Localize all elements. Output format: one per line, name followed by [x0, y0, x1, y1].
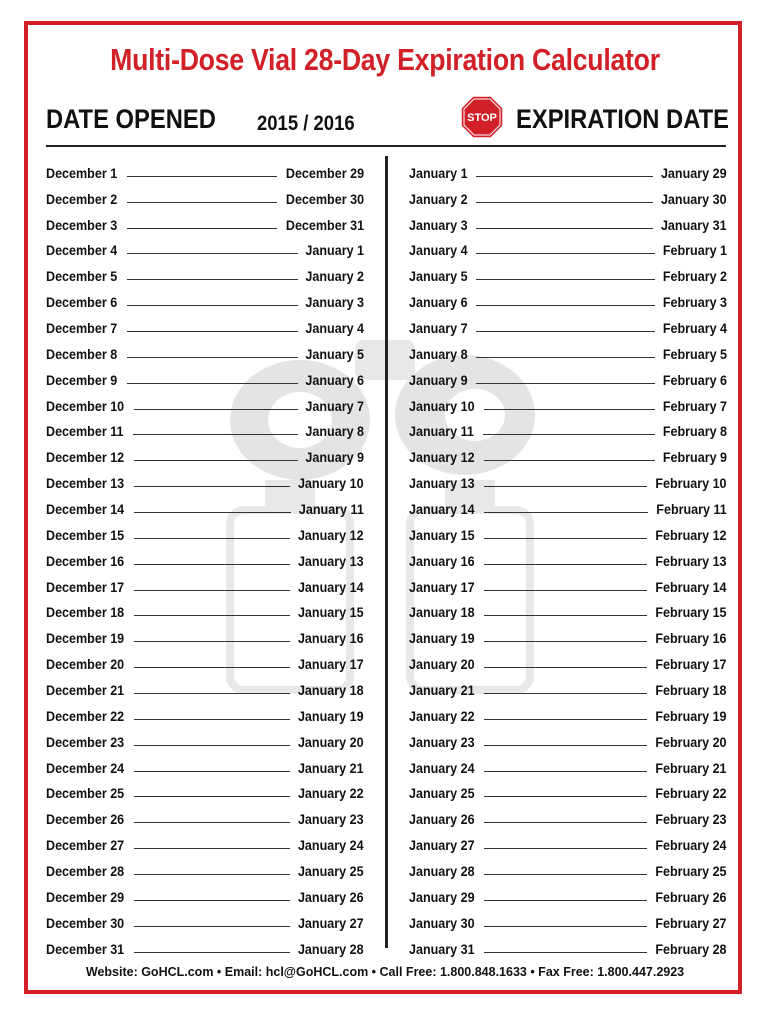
expiration-date-value: January 15	[298, 605, 364, 621]
leader-line	[134, 538, 290, 539]
date-opened-value: December 16	[46, 553, 125, 569]
leader-line	[127, 383, 298, 384]
date-opened-value: January 12	[409, 450, 475, 466]
leader-line	[127, 228, 277, 229]
left-date-row	[46, 879, 364, 905]
date-opened-value: December 9	[46, 372, 118, 388]
left-date-row	[46, 801, 364, 827]
expiration-date-value: February 3	[662, 295, 727, 311]
right-date-row	[409, 543, 727, 569]
leader-line	[484, 615, 648, 616]
date-opened-value: December 30	[46, 915, 125, 931]
left-date-row	[46, 233, 364, 259]
date-opened-value: December 12	[46, 450, 125, 466]
expiration-date-value: February 7	[662, 398, 727, 414]
leader-line	[127, 357, 298, 358]
left-date-row	[46, 517, 364, 543]
date-opened-value: January 13	[409, 476, 475, 492]
leader-line	[134, 719, 290, 720]
right-date-row	[409, 181, 727, 207]
expiration-date-value: January 27	[298, 915, 364, 931]
date-opened-value: December 24	[46, 760, 125, 776]
date-opened-value: January 1	[409, 165, 468, 181]
date-opened-value: January 26	[409, 812, 475, 828]
left-date-row	[46, 827, 364, 853]
leader-line	[484, 848, 648, 849]
date-opened-value: December 2	[46, 191, 118, 207]
expiration-date-value: February 27	[655, 915, 727, 931]
left-date-row	[46, 414, 364, 440]
date-opened-value: December 18	[46, 605, 125, 621]
left-date-row	[46, 310, 364, 336]
right-date-row	[409, 233, 727, 259]
right-date-row	[409, 905, 727, 931]
left-date-row	[46, 750, 364, 776]
date-opened-value: December 8	[46, 346, 118, 362]
date-opened-value: January 22	[409, 708, 475, 724]
date-opened-value: December 1	[46, 165, 118, 181]
right-date-row	[409, 517, 727, 543]
date-opened-value: December 6	[46, 295, 118, 311]
expiration-date-value: February 21	[655, 760, 727, 776]
leader-line	[134, 900, 290, 901]
expiration-date-value: February 24	[655, 838, 727, 854]
expiration-date-value: January 26	[298, 889, 364, 905]
left-date-row	[46, 569, 364, 595]
right-date-row	[409, 595, 727, 621]
column-divider	[385, 156, 388, 948]
expiration-date-value: January 30	[661, 191, 727, 207]
leader-line	[484, 460, 655, 461]
leader-line	[134, 874, 290, 875]
date-opened-heading: DATE OPENED	[46, 104, 216, 134]
leader-line	[134, 693, 290, 694]
expiration-date-heading: EXPIRATION DATE	[516, 104, 729, 134]
right-date-row	[409, 827, 727, 853]
left-date-row	[46, 646, 364, 672]
expiration-date-value: February 28	[655, 941, 727, 957]
leader-line	[127, 305, 298, 306]
right-date-row	[409, 853, 727, 879]
expiration-date-value: February 23	[655, 812, 727, 828]
leader-line	[134, 848, 290, 849]
leader-line	[127, 176, 277, 177]
left-date-row	[46, 362, 364, 388]
leader-line	[134, 796, 290, 797]
leader-line	[476, 253, 655, 254]
stop-sign-label: STOP	[467, 112, 497, 124]
right-date-row	[409, 258, 727, 284]
expiration-date-value: January 12	[298, 527, 364, 543]
date-opened-value: January 25	[409, 786, 475, 802]
leader-line	[134, 952, 290, 953]
date-opened-value: December 26	[46, 812, 125, 828]
expiration-date-value: February 5	[662, 346, 727, 362]
left-date-row	[46, 672, 364, 698]
leader-line	[134, 926, 290, 927]
expiration-date-value: December 31	[285, 217, 364, 233]
left-date-row	[46, 595, 364, 621]
date-opened-value: January 4	[409, 243, 468, 259]
expiration-date-value: February 12	[655, 527, 727, 543]
date-opened-value: December 22	[46, 708, 125, 724]
right-date-row	[409, 750, 727, 776]
leader-line	[484, 641, 648, 642]
date-opened-value: December 11	[46, 424, 124, 440]
date-opened-value: December 20	[46, 657, 125, 673]
left-date-row	[46, 698, 364, 724]
expiration-date-value: February 19	[655, 708, 727, 724]
left-date-row	[46, 284, 364, 310]
date-opened-value: January 16	[409, 553, 475, 569]
expiration-date-value: January 25	[298, 864, 364, 880]
date-opened-value: January 24	[409, 760, 475, 776]
expiration-date-value: January 5	[305, 346, 364, 362]
right-date-row	[409, 776, 727, 802]
date-opened-value: December 15	[46, 527, 125, 543]
expiration-date-value: January 11	[299, 502, 364, 518]
expiration-date-value: December 29	[285, 165, 364, 181]
leader-line	[134, 822, 290, 823]
date-opened-value: January 19	[409, 631, 475, 647]
left-date-row	[46, 905, 364, 931]
date-opened-value: December 14	[46, 502, 125, 518]
right-date-row	[409, 698, 727, 724]
expiration-date-value: January 4	[305, 321, 364, 337]
date-opened-value: January 9	[409, 372, 468, 388]
leader-line	[476, 202, 653, 203]
left-date-row	[46, 491, 364, 517]
leader-line	[476, 279, 655, 280]
date-opened-value: January 5	[409, 269, 468, 285]
right-date-row	[409, 931, 727, 957]
leader-line	[484, 874, 648, 875]
leader-line	[476, 357, 655, 358]
leader-line	[134, 460, 298, 461]
leader-line	[134, 745, 290, 746]
right-date-row	[409, 465, 727, 491]
left-date-column	[46, 155, 364, 957]
date-opened-value: January 6	[409, 295, 468, 311]
expiration-date-value: February 25	[655, 864, 727, 880]
date-opened-value: January 7	[409, 321, 468, 337]
expiration-date-value: February 8	[662, 424, 727, 440]
expiration-date-value: January 18	[298, 683, 364, 699]
date-opened-value: January 28	[409, 864, 475, 880]
expiration-date-value: February 11	[656, 502, 727, 518]
right-date-row	[409, 207, 727, 233]
date-opened-value: December 3	[46, 217, 118, 233]
date-opened-value: January 3	[409, 217, 468, 233]
expiration-date-value: February 4	[662, 321, 727, 337]
expiration-date-value: January 22	[298, 786, 364, 802]
date-opened-value: January 31	[409, 941, 475, 957]
leader-line	[127, 331, 298, 332]
date-opened-value: December 28	[46, 864, 125, 880]
leader-line	[134, 409, 298, 410]
left-date-row	[46, 207, 364, 233]
leader-line	[484, 952, 648, 953]
leader-line	[484, 486, 648, 487]
date-opened-value: January 20	[409, 657, 475, 673]
leader-line	[134, 615, 290, 616]
expiration-date-value: February 18	[655, 683, 727, 699]
date-opened-value: December 23	[46, 734, 125, 750]
expiration-date-value: January 24	[298, 838, 364, 854]
date-opened-value: January 29	[409, 889, 475, 905]
header-divider	[46, 145, 726, 147]
right-date-row	[409, 439, 727, 465]
expiration-date-value: January 31	[661, 217, 727, 233]
leader-line	[476, 331, 655, 332]
left-date-row	[46, 155, 364, 181]
expiration-date-value: January 16	[298, 631, 364, 647]
right-date-row	[409, 491, 727, 517]
expiration-date-value: January 13	[298, 553, 364, 569]
right-date-row	[409, 724, 727, 750]
date-opened-value: January 17	[409, 579, 475, 595]
expiration-date-value: January 19	[298, 708, 364, 724]
expiration-date-value: February 1	[662, 243, 727, 259]
contact-footer: Website: GoHCL.com • Email: hcl@GoHCL.com • Call Free: 1.800.848.1633 • Fax Free: 1.800.447.2923	[85, 965, 685, 979]
date-opened-value: January 15	[409, 527, 475, 543]
leader-line	[476, 305, 655, 306]
leader-line	[484, 822, 648, 823]
right-date-row	[409, 569, 727, 595]
right-date-row	[409, 646, 727, 672]
left-date-row	[46, 439, 364, 465]
left-date-row	[46, 620, 364, 646]
leader-line	[484, 926, 648, 927]
right-date-row	[409, 284, 727, 310]
expiration-date-value: February 17	[655, 657, 727, 673]
leader-line	[127, 253, 298, 254]
date-opened-value: January 11	[409, 424, 474, 440]
leader-line	[134, 667, 290, 668]
date-opened-value: January 14	[409, 502, 475, 518]
leader-line	[483, 434, 655, 435]
date-opened-value: December 31	[46, 941, 125, 957]
expiration-date-value: February 10	[655, 476, 727, 492]
page-title: Multi-Dose Vial 28-Day Expiration Calculator	[110, 42, 660, 77]
date-opened-value: December 29	[46, 889, 125, 905]
leader-line	[476, 176, 653, 177]
leader-line	[134, 771, 290, 772]
left-date-row	[46, 543, 364, 569]
leader-line	[484, 590, 648, 591]
expiration-date-value: January 2	[305, 269, 364, 285]
date-opened-value: January 8	[409, 346, 468, 362]
date-opened-value: December 13	[46, 476, 125, 492]
expiration-date-value: February 9	[662, 450, 727, 466]
leader-line	[133, 434, 298, 435]
expiration-date-value: February 2	[662, 269, 727, 285]
left-date-row	[46, 181, 364, 207]
leader-line	[134, 564, 290, 565]
right-date-row	[409, 801, 727, 827]
leader-line	[484, 900, 648, 901]
leader-line	[484, 667, 648, 668]
stop-sign-icon	[460, 95, 504, 139]
leader-line	[484, 796, 648, 797]
date-opened-value: December 19	[46, 631, 125, 647]
leader-line	[484, 409, 655, 410]
expiration-date-value: January 7	[305, 398, 364, 414]
date-opened-value: January 18	[409, 605, 475, 621]
date-opened-value: January 21	[409, 683, 475, 699]
date-opened-value: January 2	[409, 191, 468, 207]
date-opened-value: December 4	[46, 243, 118, 259]
year-range: 2015 / 2016	[257, 112, 355, 135]
expiration-date-value: February 16	[655, 631, 727, 647]
expiration-date-value: January 29	[661, 165, 727, 181]
expiration-date-value: February 13	[655, 553, 727, 569]
right-date-row	[409, 414, 727, 440]
date-opened-value: December 21	[46, 683, 125, 699]
date-opened-value: January 10	[409, 398, 475, 414]
expiration-date-value: February 22	[655, 786, 727, 802]
date-opened-value: December 7	[46, 321, 118, 337]
date-opened-value: December 27	[46, 838, 125, 854]
expiration-date-value: January 28	[298, 941, 364, 957]
expiration-date-value: January 21	[298, 760, 364, 776]
right-date-row	[409, 362, 727, 388]
expiration-date-value: January 1	[305, 243, 364, 259]
expiration-date-value: January 10	[298, 476, 364, 492]
leader-line	[127, 202, 277, 203]
leader-line	[134, 486, 290, 487]
left-date-row	[46, 776, 364, 802]
right-date-column	[409, 155, 727, 957]
expiration-date-value: January 8	[305, 424, 364, 440]
expiration-date-value: February 14	[655, 579, 727, 595]
left-date-row	[46, 336, 364, 362]
expiration-date-value: February 26	[655, 889, 727, 905]
right-date-row	[409, 388, 727, 414]
expiration-date-value: January 17	[298, 657, 364, 673]
leader-line	[484, 693, 648, 694]
left-date-row	[46, 724, 364, 750]
leader-line	[134, 641, 290, 642]
right-date-row	[409, 879, 727, 905]
right-date-row	[409, 155, 727, 181]
expiration-date-value: February 15	[655, 605, 727, 621]
date-opened-value: January 27	[409, 838, 475, 854]
leader-line	[127, 279, 298, 280]
left-date-row	[46, 258, 364, 284]
expiration-date-value: January 14	[298, 579, 364, 595]
expiration-date-value: January 3	[305, 295, 364, 311]
leader-line	[484, 719, 648, 720]
left-date-row	[46, 931, 364, 957]
expiration-date-value: January 23	[298, 812, 364, 828]
expiration-date-value: January 6	[305, 372, 364, 388]
right-date-row	[409, 672, 727, 698]
right-date-row	[409, 620, 727, 646]
left-date-row	[46, 388, 364, 414]
leader-line	[484, 564, 648, 565]
left-date-row	[46, 465, 364, 491]
expiration-date-value: January 9	[305, 450, 364, 466]
right-date-row	[409, 336, 727, 362]
right-date-row	[409, 310, 727, 336]
date-opened-value: January 30	[409, 915, 475, 931]
leader-line	[484, 538, 648, 539]
leader-line	[134, 512, 291, 513]
date-opened-value: December 25	[46, 786, 125, 802]
date-opened-value: January 23	[409, 734, 475, 750]
leader-line	[134, 590, 290, 591]
expiration-date-value: January 20	[298, 734, 364, 750]
expiration-date-value: February 20	[655, 734, 727, 750]
expiration-date-value: February 6	[662, 372, 727, 388]
expiration-date-value: December 30	[285, 191, 364, 207]
leader-line	[476, 228, 653, 229]
date-opened-value: December 5	[46, 269, 118, 285]
leader-line	[484, 745, 648, 746]
date-opened-value: December 10	[46, 398, 125, 414]
leader-line	[484, 771, 648, 772]
leader-line	[484, 512, 649, 513]
leader-line	[476, 383, 655, 384]
date-opened-value: December 17	[46, 579, 125, 595]
left-date-row	[46, 853, 364, 879]
